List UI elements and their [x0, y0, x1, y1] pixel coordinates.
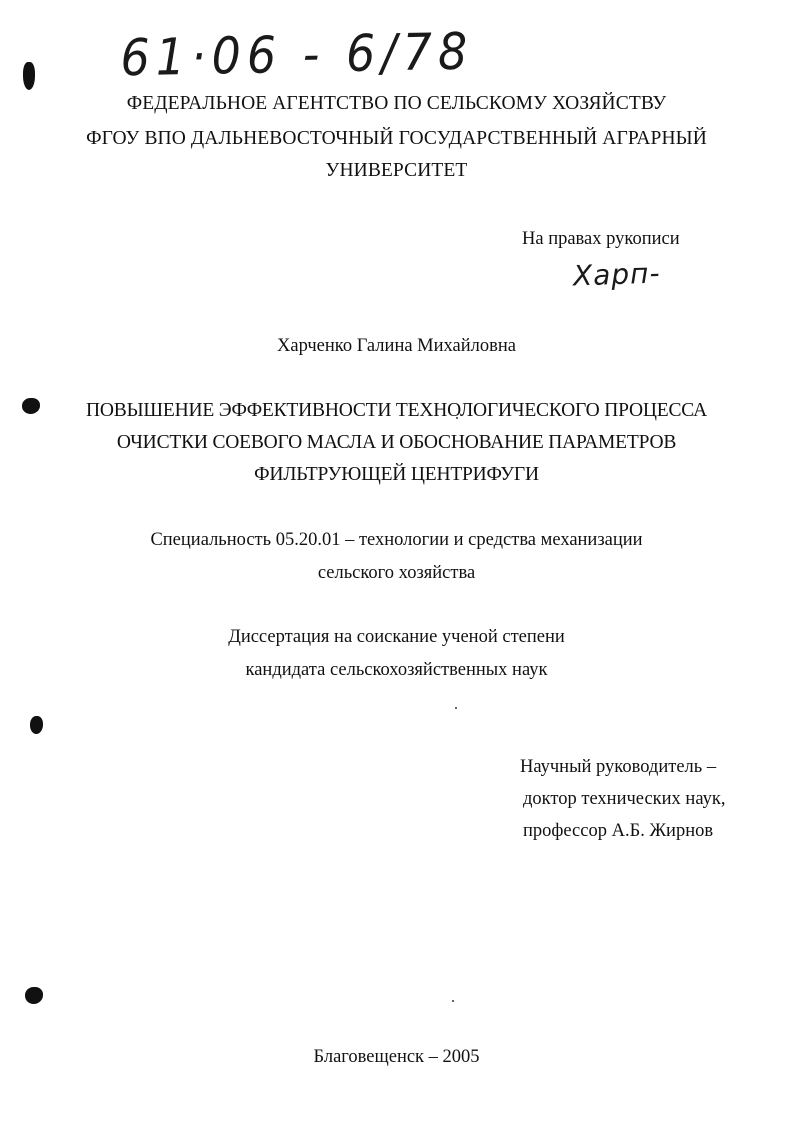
- agency-name: ФЕДЕРАЛЬНОЕ АГЕНТСТВО ПО СЕЛЬСКОМУ ХОЗЯЙСТВУ: [126, 93, 667, 114]
- registry-number: 61·06 - 6/78: [120, 21, 474, 88]
- binding-hole-mark: [25, 987, 43, 1004]
- author-signature: Харп-: [572, 256, 662, 293]
- binding-hole-mark: [23, 62, 35, 90]
- binding-hole-mark: [30, 716, 43, 734]
- supervisor-degree: доктор технических наук,: [523, 789, 726, 809]
- scan-speck: [455, 707, 457, 709]
- university-name-line2: УНИВЕРСИТЕТ: [325, 160, 468, 181]
- thesis-title-line3: ФИЛЬТРУЮЩЕЙ ЦЕНТРИФУГИ: [254, 464, 539, 485]
- university-name-line1: ФГОУ ВПО ДАЛЬНЕВОСТОЧНЫЙ ГОСУДАРСТВЕННЫЙ АГРАРНЫЙ: [86, 128, 707, 149]
- scan-speck: [452, 1000, 454, 1002]
- dissertation-line1: Диссертация на соискание ученой степени: [228, 627, 565, 647]
- supervisor-name: профессор А.Б. Жирнов: [523, 821, 714, 841]
- thesis-title-line2: ОЧИСТКИ СОЕВОГО МАСЛА И ОБОСНОВАНИЕ ПАРАМЕТРОВ: [116, 432, 677, 453]
- specialty-line1: Специальность 05.20.01 – технологии и средства механизации: [150, 530, 643, 550]
- manuscript-rights-label: На правах рукописи: [522, 229, 680, 249]
- thesis-title-line1: ПОВЫШЕНИЕ ЭФФЕКТИВНОСТИ ТЕХНОЛОГИЧЕСКОГО ПРОЦЕССА: [86, 400, 707, 421]
- city-year: Благовещенск – 2005: [313, 1047, 480, 1067]
- supervisor-label: Научный руководитель –: [520, 757, 717, 777]
- dissertation-line2: кандидата сельскохозяйственных наук: [245, 660, 548, 680]
- specialty-line2: сельского хозяйства: [317, 563, 476, 583]
- author-name: Харченко Галина Михайловна: [277, 336, 516, 356]
